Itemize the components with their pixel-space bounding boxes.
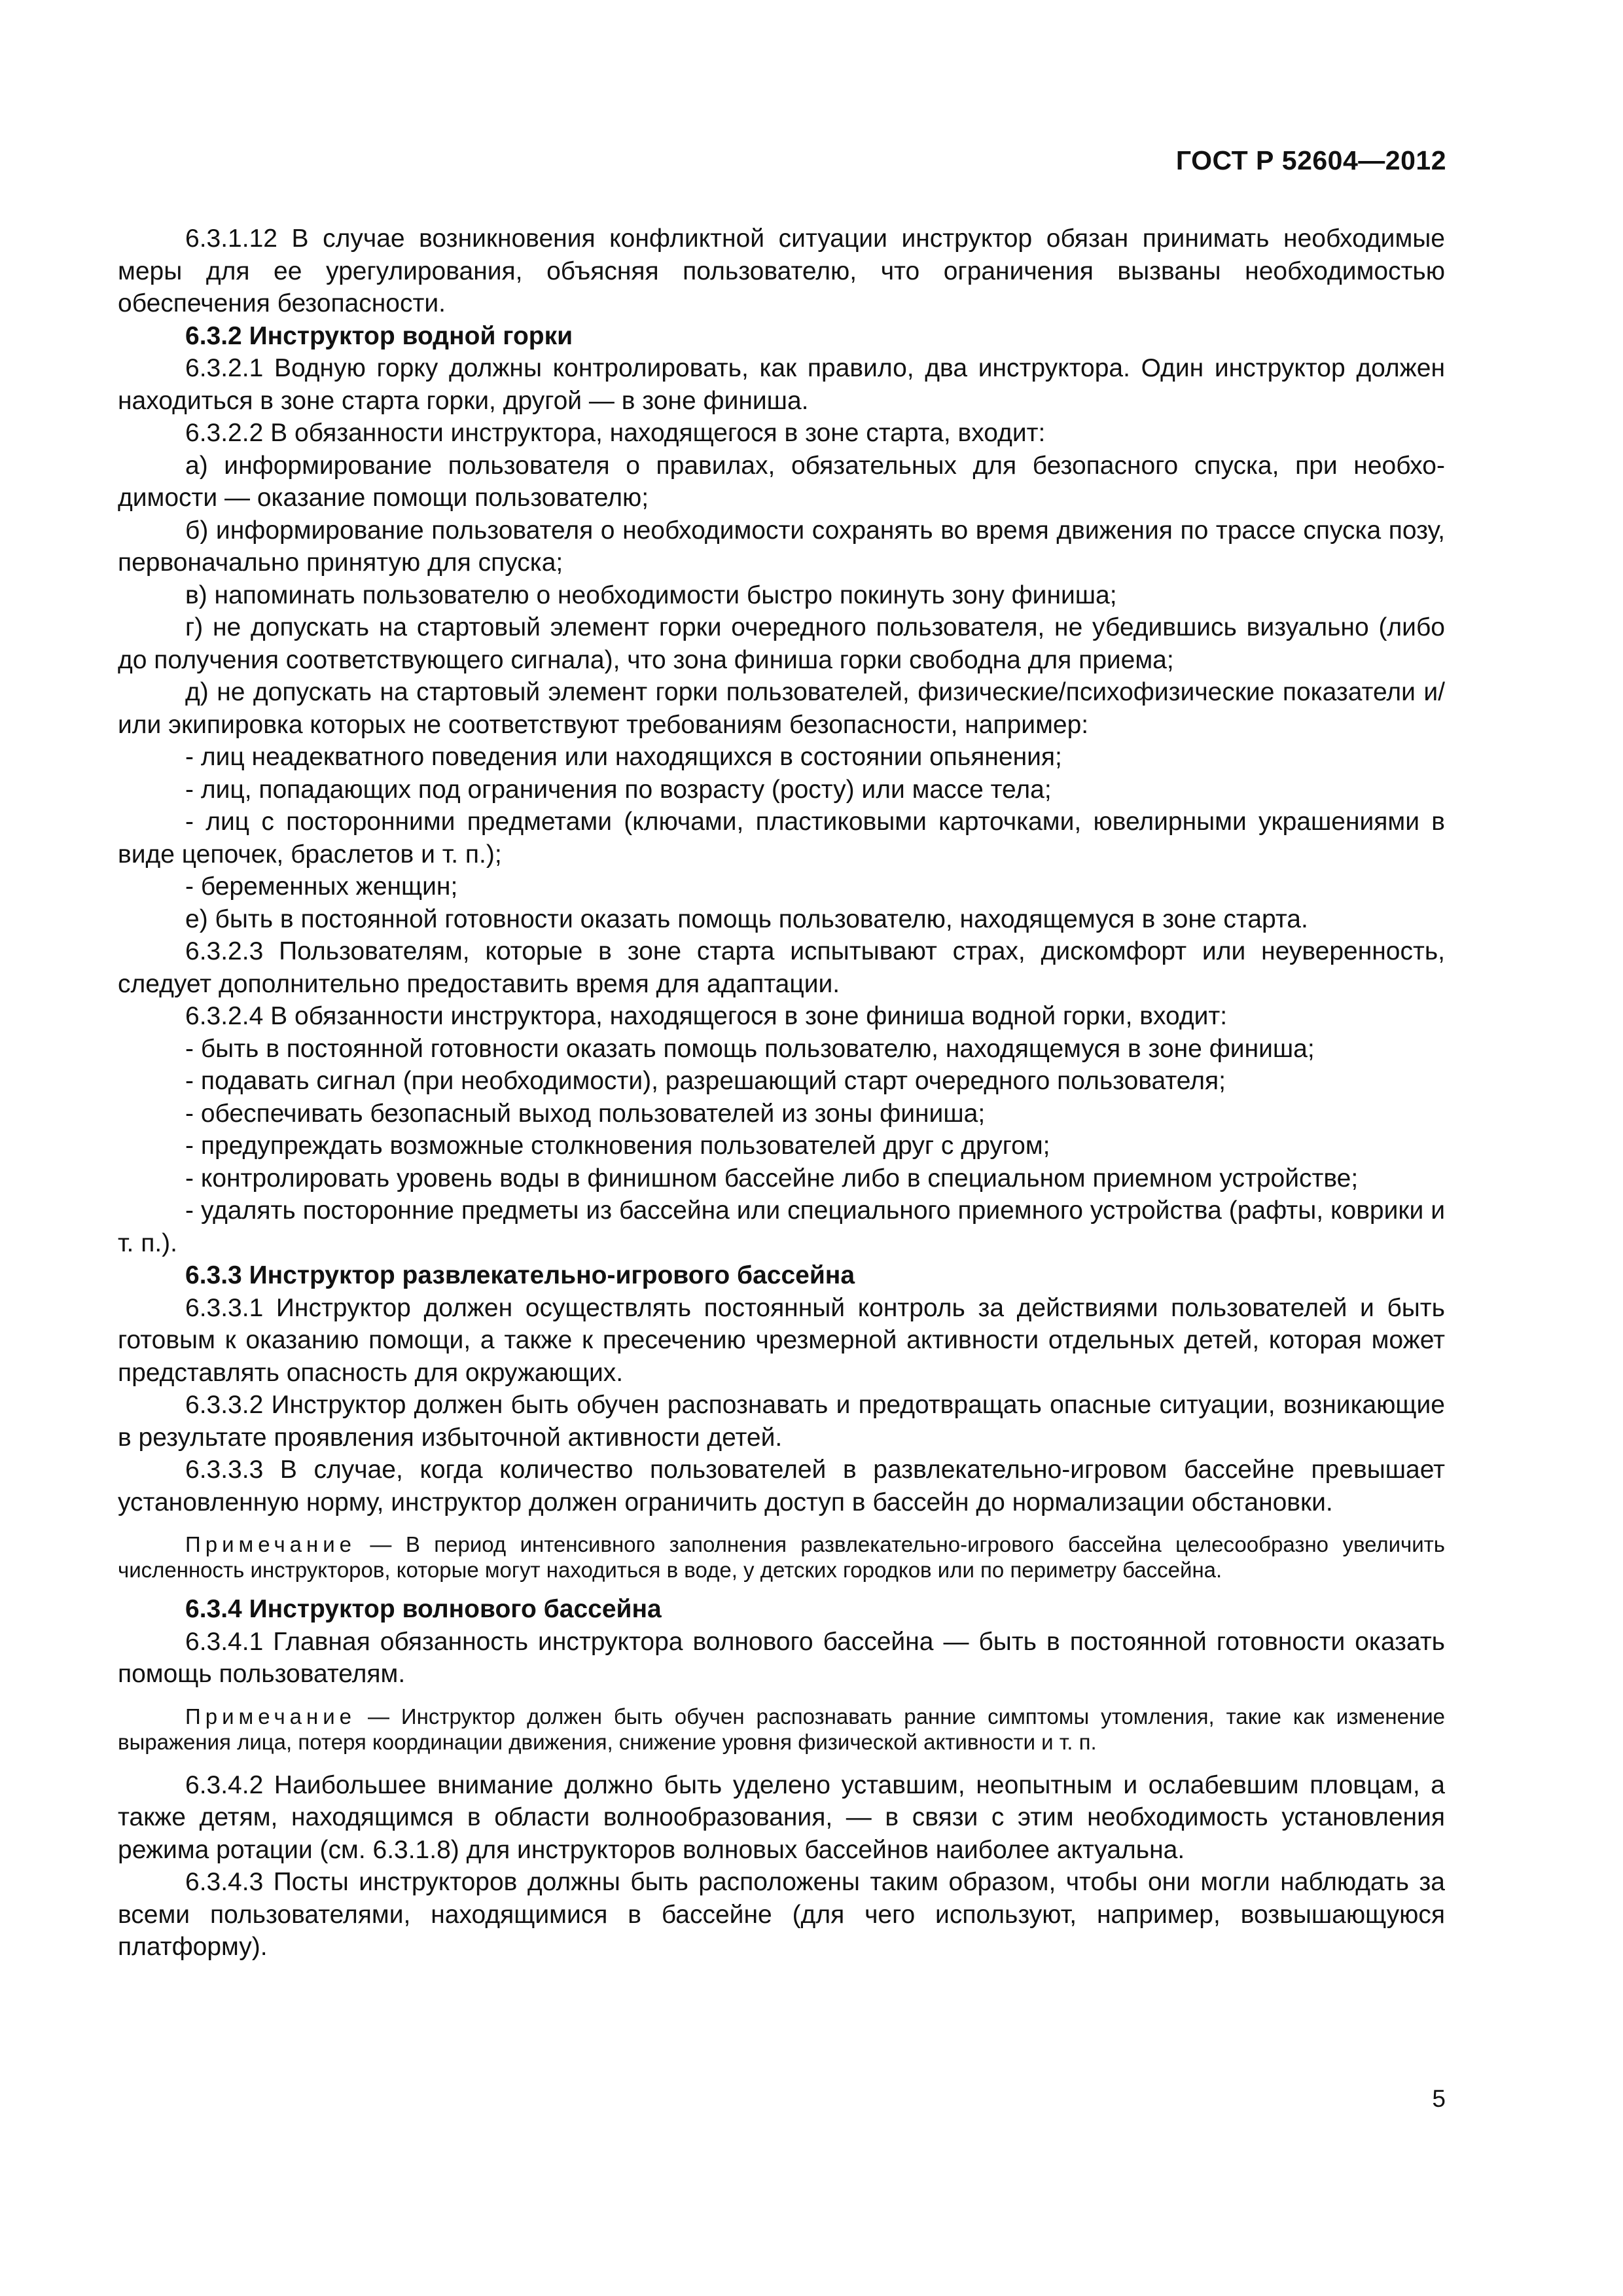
clause-6-3-2-3: 6.3.2.3 Пользователям, которые в зоне старта испытывают страх, дискомфорт или неуверенность, следует дополнительно предоставить время для адаптации. [118,937,1445,998]
bullet-item: - обеспечивать безопасный выход пользователей из зоны финиша; [185,1099,986,1128]
bullet-item: - лиц неадекватного поведения или находящихся в состоянии опьянения; [185,743,1062,771]
bullet-item: - лиц с посторонними предметами (ключами, пластиковыми карточками, ювелирными украшениями в виде цепочек, браслетов и т. п.); [118,808,1445,869]
note-text: — Инструктор должен быть обучен распознавать ранние симптомы утомления, такие как изменение выражения лица, потеря координации движения, снижение уровня физической активности и т. п. [118,1704,1445,1754]
note-label: Примечание [185,1704,357,1729]
list-item-v: в) напоминать пользователю о необходимости быстро покинуть зону финиша; [185,581,1117,609]
list-item-e: е) быть в постоянной готовности оказать помощь пользователю, находящемуся в зоне старта. [185,905,1308,933]
standard-header: ГОСТ Р 52604—2012 [1175,145,1446,175]
section-heading-water-slide: 6.3.2 Инструктор водной горки [185,321,573,350]
list-item-a: а) информирование пользователя о правилах, обязательных для безопасного спуска, при необходимости — оказание помощи пользователю; [118,451,1445,512]
clause-6-3-2-1: 6.3.2.1 Водную горку должны контролировать, как правило, два инструктора. Один инструктор должен находиться в зоне старта горки, другой — в зоне финиша. [118,354,1445,415]
clause-6-3-4-1: 6.3.4.1 Главная обязанность инструктора волнового бассейна — быть в постоянной готовности оказать помощь пользователям. [118,1627,1445,1688]
list-item-d: д) не допускать на стартовый элемент горки пользователей, физические/психофизические показатели и/или экипировка которых не соответствуют требованиям безопасности, например: [118,678,1445,739]
clause-6-3-3-2: 6.3.3.2 Инструктор должен быть обучен распознавать и предотвращать опасные ситуации, возникающие в результате проявления избыточной активности детей. [118,1391,1445,1452]
section-heading-wave-pool: 6.3.4 Инструктор волнового бассейна [185,1595,662,1623]
bullet-item: - контролировать уровень воды в финишном бассейне либо в специальном приемном устройстве; [185,1164,1359,1193]
clause-6-3-2-4: 6.3.2.4 В обязанности инструктора, находящегося в зоне финиша водной горки, входит: [185,1002,1228,1030]
note-block [118,1704,1445,1755]
list-item-b: б) информирование пользователя о необходимости сохранять во время движения по трассе спуска позу, первоначально принятую для спуска; [118,516,1445,577]
bullet-item: - удалять посторонние предметы из бассейна или специального приемного устройства (рафты, коврики и т. п.). [118,1196,1445,1257]
bullet-item: - подавать сигнал (при необходимости), разрешающий старт очередного пользователя; [185,1067,1226,1095]
bullet-item: - беременных женщин; [185,872,458,901]
bullet-item: - быть в постоянной готовности оказать помощь пользователю, находящемуся в зоне финиша; [185,1034,1315,1063]
clause-6-3-1-12: 6.3.1.12 В случае возникновения конфликтной ситуации инструктор обязан принимать необходимые меры для ее урегулирования, объясняя пользователю, что ограничения вызваны необходимостью обеспечения безопасности. [118,224,1445,317]
page-number: 5 [1432,2085,1446,2112]
clause-6-3-4-2: 6.3.4.2 Наибольшее внимание должно быть уделено уставшим, неопытным и ослабевшим пловцам, а также детям, находящимся в области волнообразования, — в связи с этим необходимость установления режима ротации (см. 6.3.1.8) для инструкторов волновых бассейнов наиболее актуальна. [118,1770,1445,1864]
note-text: — В период интенсивного заполнения развлекательно-игрового бассейна целесообразно увеличить численность инструкторов, которые могут находиться в воде, у детских городков или по периметру бассейна. [118,1532,1445,1582]
note-block [118,1532,1445,1583]
clause-6-3-2-2: 6.3.2.2 В обязанности инструктора, находящегося в зоне старта, входит: [185,419,1046,447]
clause-6-3-3-3: 6.3.3.3 В случае, когда количество пользователей в развлекательно-игровом бассейне превышает установленную норму, инструктор должен ограничить доступ в бассейн до нормализации обстановки. [118,1456,1445,1516]
section-heading-play-pool: 6.3.3 Инструктор развлекательно-игрового бассейна [185,1261,855,1289]
bullet-item: - лиц, попадающих под ограничения по возрасту (росту) или массе тела; [185,775,1052,804]
clause-6-3-4-3: 6.3.4.3 Посты инструкторов должны быть расположены таким образом, чтобы они могли наблюдать за всеми пользователями, находящимися в бассейне (для чего используют, например, возвышающуюся платформу). [118,1868,1445,1961]
list-item-g: г) не допускать на стартовый элемент горки очередного пользователя, не убедившись визуально (либо до получения соответствующего сигнала), что зона финиша горки свободна для приема; [118,613,1445,674]
note-label: Примечание [185,1532,357,1556]
clause-6-3-3-1: 6.3.3.1 Инструктор должен осуществлять постоянный контроль за действиями пользователей и быть готовым к оказанию помощи, а также к пресечению чрезмерной активности отдельных детей, которая может представлять опасность для окружающих. [118,1293,1445,1387]
bullet-item: - предупреждать возможные столкновения пользователей друг с другом; [185,1132,1050,1160]
document-body [118,223,1445,1964]
